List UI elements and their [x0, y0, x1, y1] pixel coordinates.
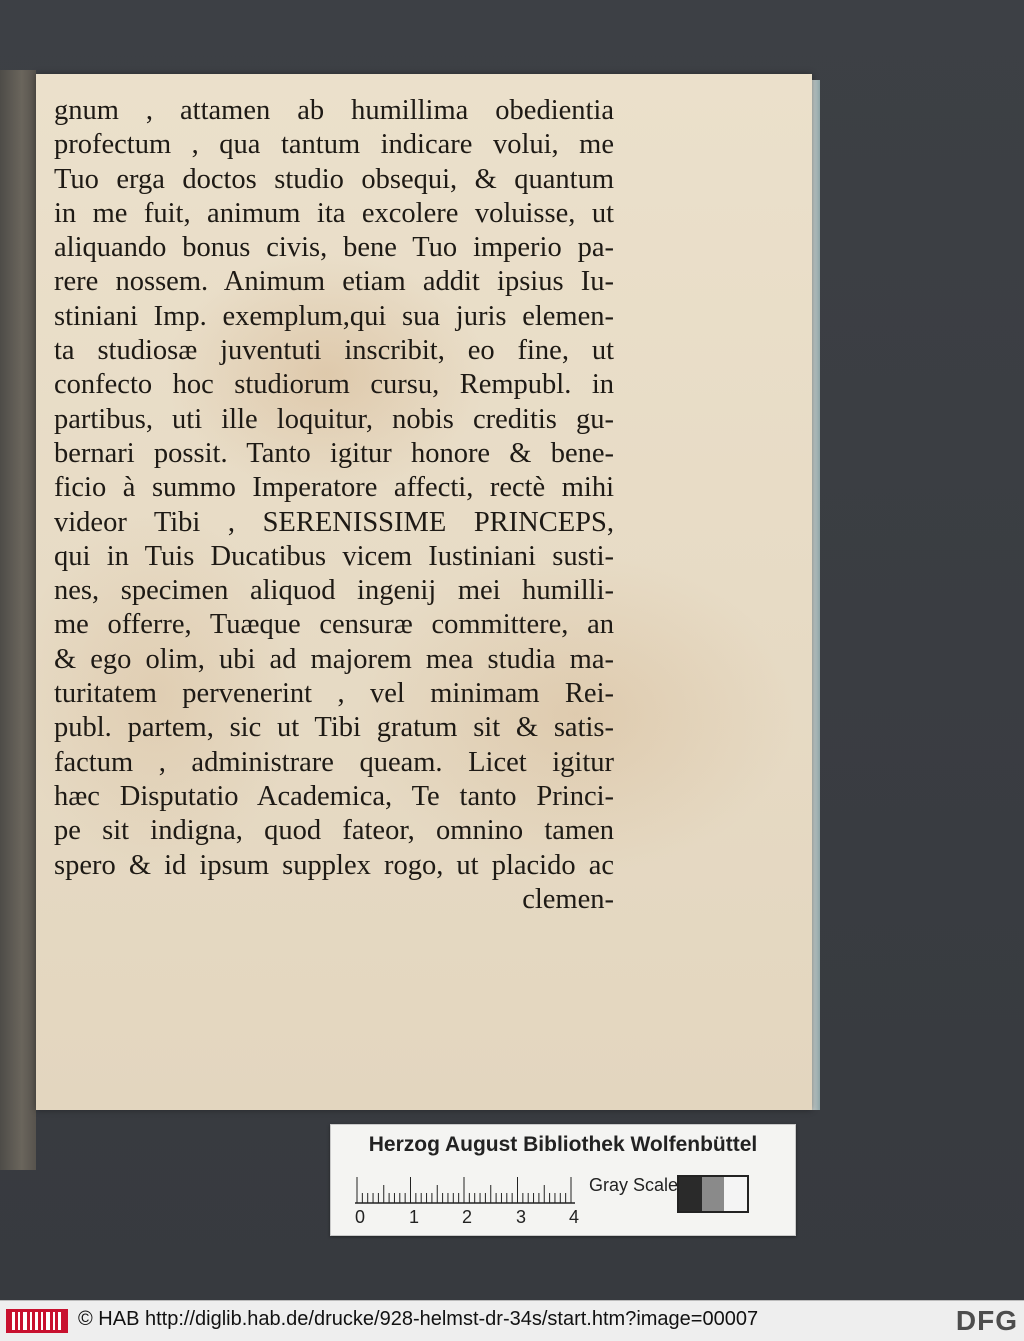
text-line: spero & id ipsum supplex rogo, ut placido ac [54, 849, 614, 881]
text-line: publ. partem, sic ut Tibi gratum sit & satis- [54, 712, 614, 744]
text-line: me offerre, Tuæque censuræ committere, an [54, 609, 614, 641]
text-line: rere nossem. Animum etiam addit ipsius Iu- [54, 266, 614, 298]
text-line: turitatem pervenerint , vel minimam Rei- [54, 678, 614, 710]
text-line: ta studiosæ juventuti inscribit, eo fine, ut [54, 335, 614, 367]
library-name: Herzog August Bibliothek Wolfenbüttel [368, 1133, 758, 1156]
text-line: confecto hoc studiorum cursu, Rempubl. in [54, 369, 614, 401]
text-line: nes, specimen aliquod ingenij mei humilli- [54, 575, 614, 607]
text-line: ficio à summo Imperatore affecti, rectè mihi [54, 472, 614, 504]
gray-swatch-light [724, 1177, 747, 1211]
text-line: in me fuit, animum ita excolere voluisse, ut [54, 197, 614, 229]
catchword: clemen- [522, 883, 614, 915]
gray-swatch-dark [679, 1177, 702, 1211]
text-line: gnum , attamen ab humillima obedientia [54, 95, 614, 126]
color-ruler-card [330, 1124, 796, 1236]
ruler-scale-icon [353, 1167, 583, 1207]
text-line: aliquando bonus civis, bene Tuo imperio pa- [54, 232, 614, 264]
text-line: pe sit indigna, quod fateor, omnino tamen [54, 815, 614, 847]
text-line: & ego olim, ubi ad majorem mea studia ma- [54, 643, 614, 675]
ruler-number: 3 [516, 1207, 527, 1227]
gray-scale-label: Gray Scale [589, 1175, 679, 1195]
text-line: profectum , qua tantum indicare volui, me [54, 129, 614, 161]
dfg-logo: DFG [955, 1305, 1018, 1336]
gray-scale-swatch [677, 1175, 749, 1213]
text-line: videor Tibi , SERENISSIME PRINCEPS, [54, 506, 614, 538]
ruler-number: 0 [355, 1207, 366, 1227]
book-page [36, 74, 812, 1110]
ruler-number: 4 [569, 1207, 580, 1227]
text-line: factum , administrare queam. Licet igitur [54, 746, 614, 778]
ruler-number: 1 [409, 1207, 420, 1227]
page-text [54, 94, 614, 917]
text-line: partibus, uti ille loquitur, nobis creditis gu- [54, 403, 614, 435]
ruler-number: 2 [462, 1207, 473, 1227]
gray-swatch-mid [702, 1177, 725, 1211]
hab-barcode-icon [6, 1309, 68, 1333]
text-line: bernari possit. Tanto igitur honore & bene- [54, 437, 614, 469]
copyright-url: © HAB http://diglib.hab.de/drucke/928-helmst-dr-34s/start.htm?image=00007 [78, 1308, 759, 1330]
text-line: hæc Disputatio Academica, Te tanto Princi- [54, 780, 614, 812]
text-line: qui in Tuis Ducatibus vicem Iustiniani susti- [54, 540, 614, 572]
text-line: Tuo erga doctos studio obsequi, & quantum [54, 163, 614, 195]
footer-bar [0, 1300, 1024, 1341]
text-line: stiniani Imp. exemplum,qui sua juris elemen- [54, 300, 614, 332]
previous-page-edge [0, 70, 36, 1170]
